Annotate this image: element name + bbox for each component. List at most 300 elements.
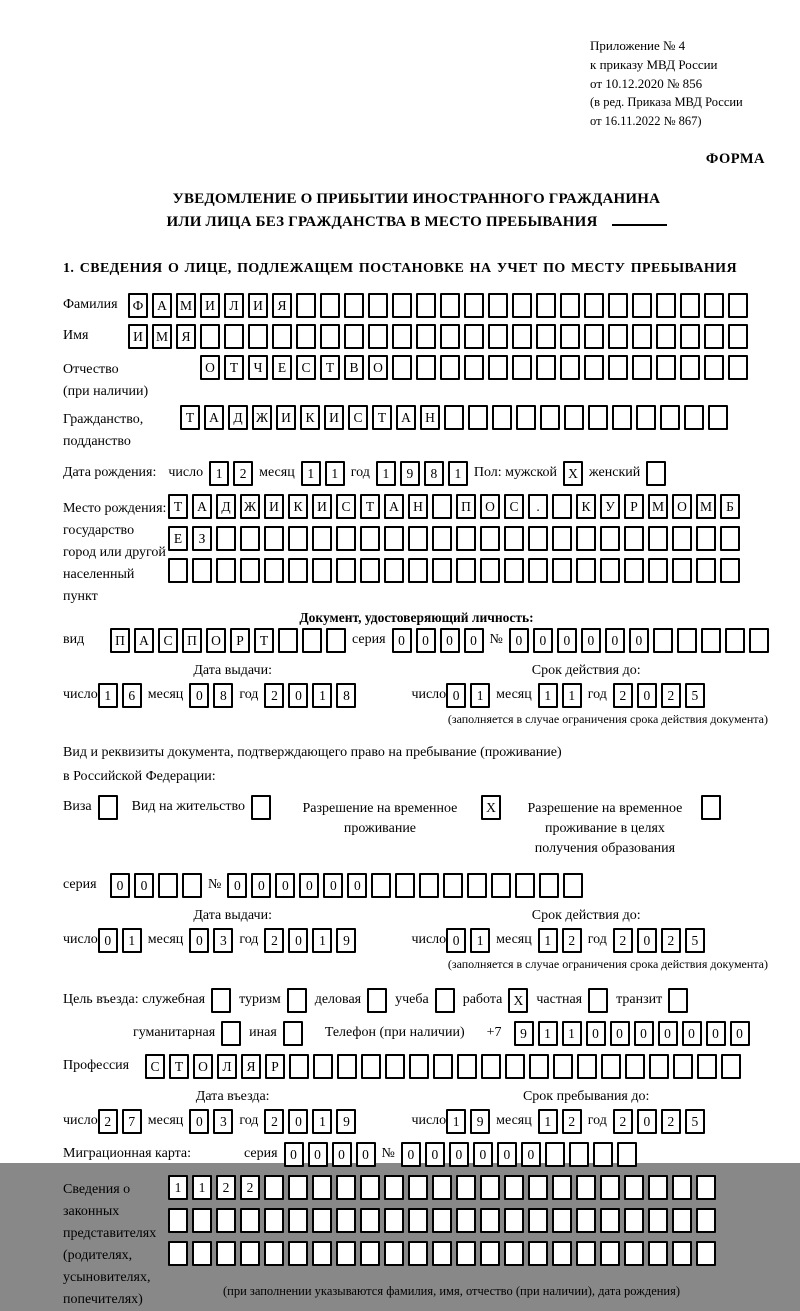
char-cell[interactable]: Н: [420, 405, 440, 430]
char-cell[interactable]: Ж: [240, 494, 260, 519]
char-cell[interactable]: 9: [336, 1109, 356, 1134]
char-cell[interactable]: М: [152, 324, 172, 349]
char-cell[interactable]: [368, 293, 388, 318]
char-cell[interactable]: 2: [264, 1109, 284, 1134]
char-cell[interactable]: 1: [446, 1109, 466, 1134]
char-cell[interactable]: [456, 526, 476, 551]
char-cell[interactable]: О: [206, 628, 226, 653]
char-cell[interactable]: [624, 1208, 644, 1233]
char-cell[interactable]: [636, 405, 656, 430]
char-cell[interactable]: 2: [613, 1109, 633, 1134]
char-cell[interactable]: [240, 1208, 260, 1233]
char-cell[interactable]: 0: [449, 1142, 469, 1167]
char-cell[interactable]: [326, 628, 346, 653]
char-cell[interactable]: О: [480, 494, 500, 519]
char-cell[interactable]: С: [336, 494, 356, 519]
char-cell[interactable]: [464, 324, 484, 349]
checkbox-cell[interactable]: [287, 988, 307, 1013]
char-cell[interactable]: И: [128, 324, 148, 349]
char-cell[interactable]: 5: [685, 928, 705, 953]
char-cell[interactable]: [416, 293, 436, 318]
char-cell[interactable]: Т: [169, 1054, 189, 1079]
char-cell[interactable]: [552, 494, 572, 519]
char-cell[interactable]: С: [158, 628, 178, 653]
char-cell[interactable]: 0: [425, 1142, 445, 1167]
char-cell[interactable]: [384, 1241, 404, 1266]
char-cell[interactable]: [456, 1175, 476, 1200]
char-cell[interactable]: 0: [401, 1142, 421, 1167]
char-cell[interactable]: [360, 526, 380, 551]
char-cell[interactable]: 0: [284, 1142, 304, 1167]
char-cell[interactable]: Я: [272, 293, 292, 318]
char-cell[interactable]: 2: [613, 683, 633, 708]
char-cell[interactable]: [528, 526, 548, 551]
char-cell[interactable]: [481, 1054, 501, 1079]
char-cell[interactable]: [419, 873, 439, 898]
char-cell[interactable]: 0: [446, 683, 466, 708]
char-cell[interactable]: И: [276, 405, 296, 430]
char-cell[interactable]: [432, 1175, 452, 1200]
char-cell[interactable]: [504, 1208, 524, 1233]
char-cell[interactable]: [680, 324, 700, 349]
char-cell[interactable]: [632, 324, 652, 349]
char-cell[interactable]: [504, 558, 524, 583]
char-cell[interactable]: 2: [562, 1109, 582, 1134]
char-cell[interactable]: Л: [217, 1054, 237, 1079]
checkbox-cell[interactable]: [588, 988, 608, 1013]
char-cell[interactable]: 5: [685, 683, 705, 708]
char-cell[interactable]: 0: [440, 628, 460, 653]
char-cell[interactable]: [158, 873, 178, 898]
char-cell[interactable]: И: [200, 293, 220, 318]
char-cell[interactable]: 1: [470, 928, 490, 953]
char-cell[interactable]: С: [348, 405, 368, 430]
char-cell[interactable]: [552, 526, 572, 551]
char-cell[interactable]: 2: [661, 1109, 681, 1134]
char-cell[interactable]: И: [312, 494, 332, 519]
char-cell[interactable]: [536, 324, 556, 349]
char-cell[interactable]: [444, 405, 464, 430]
char-cell[interactable]: [720, 526, 740, 551]
char-cell[interactable]: [416, 355, 436, 380]
char-cell[interactable]: [409, 1054, 429, 1079]
char-cell[interactable]: [504, 1175, 524, 1200]
char-cell[interactable]: [384, 1175, 404, 1200]
char-cell[interactable]: [728, 355, 748, 380]
char-cell[interactable]: [720, 558, 740, 583]
char-cell[interactable]: 0: [332, 1142, 352, 1167]
char-cell[interactable]: 1: [325, 461, 345, 486]
char-cell[interactable]: И: [264, 494, 284, 519]
char-cell[interactable]: А: [134, 628, 154, 653]
char-cell[interactable]: [600, 1175, 620, 1200]
char-cell[interactable]: 1: [538, 1021, 558, 1046]
char-cell[interactable]: [288, 1175, 308, 1200]
char-cell[interactable]: [296, 324, 316, 349]
char-cell[interactable]: [168, 1208, 188, 1233]
char-cell[interactable]: Р: [624, 494, 644, 519]
char-cell[interactable]: Т: [320, 355, 340, 380]
char-cell[interactable]: [696, 526, 716, 551]
char-cell[interactable]: [728, 324, 748, 349]
char-cell[interactable]: [464, 293, 484, 318]
char-cell[interactable]: 0: [637, 928, 657, 953]
char-cell[interactable]: Р: [265, 1054, 285, 1079]
char-cell[interactable]: М: [176, 293, 196, 318]
char-cell[interactable]: [648, 526, 668, 551]
char-cell[interactable]: [344, 324, 364, 349]
char-cell[interactable]: [696, 1175, 716, 1200]
char-cell[interactable]: [344, 293, 364, 318]
char-cell[interactable]: [192, 1241, 212, 1266]
char-cell[interactable]: Н: [408, 494, 428, 519]
char-cell[interactable]: [168, 558, 188, 583]
char-cell[interactable]: 1: [538, 683, 558, 708]
char-cell[interactable]: Ч: [248, 355, 268, 380]
char-cell[interactable]: К: [576, 494, 596, 519]
char-cell[interactable]: 2: [233, 461, 253, 486]
char-cell[interactable]: [264, 558, 284, 583]
char-cell[interactable]: 9: [336, 928, 356, 953]
char-cell[interactable]: [384, 526, 404, 551]
char-cell[interactable]: [576, 1241, 596, 1266]
char-cell[interactable]: П: [456, 494, 476, 519]
char-cell[interactable]: [577, 1054, 597, 1079]
char-cell[interactable]: [563, 873, 583, 898]
char-cell[interactable]: [696, 558, 716, 583]
char-cell[interactable]: [584, 324, 604, 349]
char-cell[interactable]: [536, 355, 556, 380]
char-cell[interactable]: [488, 293, 508, 318]
char-cell[interactable]: [653, 628, 673, 653]
char-cell[interactable]: [360, 558, 380, 583]
char-cell[interactable]: 0: [189, 683, 209, 708]
char-cell[interactable]: А: [192, 494, 212, 519]
checkbox-cell[interactable]: [646, 461, 666, 486]
char-cell[interactable]: 0: [533, 628, 553, 653]
char-cell[interactable]: [392, 293, 412, 318]
char-cell[interactable]: [216, 1208, 236, 1233]
char-cell[interactable]: К: [300, 405, 320, 430]
char-cell[interactable]: [384, 558, 404, 583]
checkbox-cell[interactable]: [251, 795, 271, 820]
char-cell[interactable]: 0: [637, 683, 657, 708]
char-cell[interactable]: [529, 1054, 549, 1079]
char-cell[interactable]: 2: [562, 928, 582, 953]
char-cell[interactable]: Я: [241, 1054, 261, 1079]
char-cell[interactable]: [312, 1208, 332, 1233]
char-cell[interactable]: [302, 628, 322, 653]
char-cell[interactable]: И: [324, 405, 344, 430]
char-cell[interactable]: [264, 1208, 284, 1233]
char-cell[interactable]: 0: [288, 1109, 308, 1134]
char-cell[interactable]: [545, 1142, 565, 1167]
char-cell[interactable]: 0: [189, 928, 209, 953]
char-cell[interactable]: 0: [509, 628, 529, 653]
char-cell[interactable]: [528, 558, 548, 583]
char-cell[interactable]: [656, 324, 676, 349]
char-cell[interactable]: 0: [323, 873, 343, 898]
char-cell[interactable]: [656, 293, 676, 318]
char-cell[interactable]: 0: [299, 873, 319, 898]
char-cell[interactable]: [488, 355, 508, 380]
char-cell[interactable]: [528, 1208, 548, 1233]
char-cell[interactable]: [552, 558, 572, 583]
char-cell[interactable]: [464, 355, 484, 380]
char-cell[interactable]: В: [344, 355, 364, 380]
char-cell[interactable]: [467, 873, 487, 898]
char-cell[interactable]: 0: [134, 873, 154, 898]
char-cell[interactable]: [371, 873, 391, 898]
char-cell[interactable]: [433, 1054, 453, 1079]
char-cell[interactable]: 1: [376, 461, 396, 486]
char-cell[interactable]: 1: [470, 683, 490, 708]
char-cell[interactable]: [296, 293, 316, 318]
char-cell[interactable]: [216, 558, 236, 583]
char-cell[interactable]: Д: [228, 405, 248, 430]
char-cell[interactable]: 2: [661, 683, 681, 708]
char-cell[interactable]: 0: [98, 928, 118, 953]
char-cell[interactable]: [492, 405, 512, 430]
char-cell[interactable]: 0: [730, 1021, 750, 1046]
checkbox-cell[interactable]: [211, 988, 231, 1013]
char-cell[interactable]: [336, 1241, 356, 1266]
char-cell[interactable]: [456, 558, 476, 583]
char-cell[interactable]: [440, 355, 460, 380]
char-cell[interactable]: 0: [586, 1021, 606, 1046]
char-cell[interactable]: [656, 355, 676, 380]
char-cell[interactable]: [313, 1054, 333, 1079]
char-cell[interactable]: 6: [122, 683, 142, 708]
char-cell[interactable]: 0: [605, 628, 625, 653]
char-cell[interactable]: [672, 1208, 692, 1233]
char-cell[interactable]: О: [200, 355, 220, 380]
char-cell[interactable]: А: [384, 494, 404, 519]
char-cell[interactable]: 0: [637, 1109, 657, 1134]
char-cell[interactable]: [360, 1175, 380, 1200]
char-cell[interactable]: [457, 1054, 477, 1079]
char-cell[interactable]: Б: [720, 494, 740, 519]
char-cell[interactable]: М: [648, 494, 668, 519]
char-cell[interactable]: [480, 1175, 500, 1200]
char-cell[interactable]: [576, 558, 596, 583]
char-cell[interactable]: А: [396, 405, 416, 430]
char-cell[interactable]: О: [672, 494, 692, 519]
char-cell[interactable]: [432, 526, 452, 551]
char-cell[interactable]: [725, 628, 745, 653]
char-cell[interactable]: [553, 1054, 573, 1079]
char-cell[interactable]: Я: [176, 324, 196, 349]
checkbox-cell[interactable]: [435, 988, 455, 1013]
char-cell[interactable]: [432, 1208, 452, 1233]
char-cell[interactable]: [560, 355, 580, 380]
char-cell[interactable]: [673, 1054, 693, 1079]
char-cell[interactable]: [632, 355, 652, 380]
char-cell[interactable]: [680, 293, 700, 318]
char-cell[interactable]: О: [368, 355, 388, 380]
char-cell[interactable]: 0: [416, 628, 436, 653]
char-cell[interactable]: М: [696, 494, 716, 519]
char-cell[interactable]: [600, 1208, 620, 1233]
char-cell[interactable]: 0: [288, 928, 308, 953]
char-cell[interactable]: [320, 324, 340, 349]
char-cell[interactable]: 0: [581, 628, 601, 653]
char-cell[interactable]: 0: [497, 1142, 517, 1167]
char-cell[interactable]: 0: [464, 628, 484, 653]
char-cell[interactable]: [648, 1208, 668, 1233]
char-cell[interactable]: [360, 1241, 380, 1266]
checkbox-cell[interactable]: X: [508, 988, 528, 1013]
char-cell[interactable]: [749, 628, 769, 653]
char-cell[interactable]: [408, 526, 428, 551]
char-cell[interactable]: [456, 1241, 476, 1266]
char-cell[interactable]: 0: [347, 873, 367, 898]
char-cell[interactable]: [696, 1208, 716, 1233]
char-cell[interactable]: [648, 1241, 668, 1266]
char-cell[interactable]: 0: [610, 1021, 630, 1046]
char-cell[interactable]: 0: [189, 1109, 209, 1134]
char-cell[interactable]: [336, 1175, 356, 1200]
char-cell[interactable]: [480, 1208, 500, 1233]
char-cell[interactable]: П: [110, 628, 130, 653]
char-cell[interactable]: [512, 293, 532, 318]
char-cell[interactable]: [680, 355, 700, 380]
char-cell[interactable]: [512, 355, 532, 380]
char-cell[interactable]: [593, 1142, 613, 1167]
char-cell[interactable]: 9: [470, 1109, 490, 1134]
char-cell[interactable]: [536, 293, 556, 318]
char-cell[interactable]: О: [193, 1054, 213, 1079]
char-cell[interactable]: 1: [98, 683, 118, 708]
char-cell[interactable]: [624, 1175, 644, 1200]
char-cell[interactable]: Ф: [128, 293, 148, 318]
char-cell[interactable]: [504, 526, 524, 551]
char-cell[interactable]: 2: [264, 683, 284, 708]
char-cell[interactable]: .: [528, 494, 548, 519]
char-cell[interactable]: [336, 1208, 356, 1233]
char-cell[interactable]: [672, 1241, 692, 1266]
char-cell[interactable]: Е: [272, 355, 292, 380]
char-cell[interactable]: [368, 324, 388, 349]
char-cell[interactable]: П: [182, 628, 202, 653]
char-cell[interactable]: [684, 405, 704, 430]
char-cell[interactable]: [704, 324, 724, 349]
char-cell[interactable]: И: [248, 293, 268, 318]
char-cell[interactable]: 0: [682, 1021, 702, 1046]
char-cell[interactable]: 0: [557, 628, 577, 653]
char-cell[interactable]: [516, 405, 536, 430]
char-cell[interactable]: 8: [424, 461, 444, 486]
char-cell[interactable]: [443, 873, 463, 898]
char-cell[interactable]: [588, 405, 608, 430]
char-cell[interactable]: [440, 293, 460, 318]
char-cell[interactable]: 0: [706, 1021, 726, 1046]
char-cell[interactable]: 8: [213, 683, 233, 708]
checkbox-cell[interactable]: X: [563, 461, 583, 486]
char-cell[interactable]: [416, 324, 436, 349]
char-cell[interactable]: [240, 1241, 260, 1266]
char-cell[interactable]: [584, 355, 604, 380]
char-cell[interactable]: [600, 1241, 620, 1266]
char-cell[interactable]: А: [204, 405, 224, 430]
char-cell[interactable]: [612, 405, 632, 430]
char-cell[interactable]: [708, 405, 728, 430]
char-cell[interactable]: [385, 1054, 405, 1079]
char-cell[interactable]: 1: [168, 1175, 188, 1200]
char-cell[interactable]: [584, 293, 604, 318]
char-cell[interactable]: [552, 1175, 572, 1200]
char-cell[interactable]: [672, 526, 692, 551]
char-cell[interactable]: 0: [275, 873, 295, 898]
char-cell[interactable]: 0: [356, 1142, 376, 1167]
char-cell[interactable]: [648, 1175, 668, 1200]
char-cell[interactable]: С: [504, 494, 524, 519]
char-cell[interactable]: Р: [230, 628, 250, 653]
char-cell[interactable]: 1: [209, 461, 229, 486]
checkbox-cell[interactable]: [283, 1021, 303, 1046]
char-cell[interactable]: 0: [392, 628, 412, 653]
char-cell[interactable]: [432, 1241, 452, 1266]
char-cell[interactable]: С: [145, 1054, 165, 1079]
char-cell[interactable]: 1: [301, 461, 321, 486]
char-cell[interactable]: [624, 1241, 644, 1266]
char-cell[interactable]: 1: [122, 928, 142, 953]
char-cell[interactable]: [248, 324, 268, 349]
char-cell[interactable]: Т: [168, 494, 188, 519]
char-cell[interactable]: [672, 1175, 692, 1200]
char-cell[interactable]: 3: [213, 1109, 233, 1134]
char-cell[interactable]: [320, 293, 340, 318]
char-cell[interactable]: 1: [562, 1021, 582, 1046]
char-cell[interactable]: [576, 1175, 596, 1200]
char-cell[interactable]: [456, 1208, 476, 1233]
char-cell[interactable]: К: [288, 494, 308, 519]
char-cell[interactable]: [617, 1142, 637, 1167]
char-cell[interactable]: [576, 526, 596, 551]
char-cell[interactable]: 3: [213, 928, 233, 953]
char-cell[interactable]: 0: [473, 1142, 493, 1167]
char-cell[interactable]: [552, 1241, 572, 1266]
char-cell[interactable]: 2: [264, 928, 284, 953]
char-cell[interactable]: 0: [634, 1021, 654, 1046]
char-cell[interactable]: [480, 558, 500, 583]
char-cell[interactable]: Т: [224, 355, 244, 380]
char-cell[interactable]: [312, 1175, 332, 1200]
char-cell[interactable]: [384, 1208, 404, 1233]
char-cell[interactable]: [704, 293, 724, 318]
char-cell[interactable]: [569, 1142, 589, 1167]
char-cell[interactable]: [515, 873, 535, 898]
char-cell[interactable]: [576, 1208, 596, 1233]
char-cell[interactable]: [216, 526, 236, 551]
char-cell[interactable]: 0: [227, 873, 247, 898]
char-cell[interactable]: [505, 1054, 525, 1079]
char-cell[interactable]: [648, 558, 668, 583]
char-cell[interactable]: [728, 293, 748, 318]
char-cell[interactable]: [624, 526, 644, 551]
char-cell[interactable]: 1: [562, 683, 582, 708]
char-cell[interactable]: [649, 1054, 669, 1079]
checkbox-cell[interactable]: X: [481, 795, 501, 820]
char-cell[interactable]: 1: [192, 1175, 212, 1200]
char-cell[interactable]: А: [152, 293, 172, 318]
char-cell[interactable]: Д: [216, 494, 236, 519]
char-cell[interactable]: [336, 558, 356, 583]
char-cell[interactable]: [480, 526, 500, 551]
checkbox-cell[interactable]: [668, 988, 688, 1013]
char-cell[interactable]: 2: [661, 928, 681, 953]
char-cell[interactable]: [632, 293, 652, 318]
